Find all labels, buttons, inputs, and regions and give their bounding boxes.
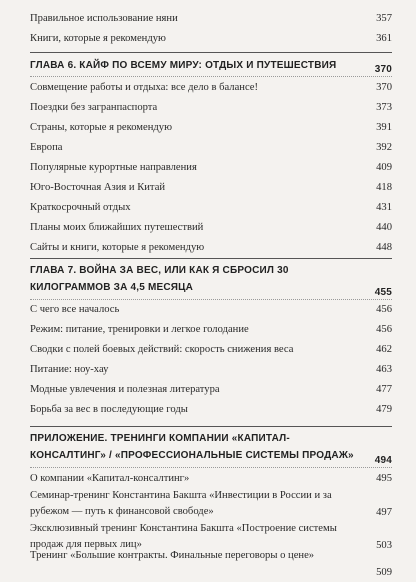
toc-entry-page: 431 xyxy=(376,202,392,213)
toc-entry-title: Борьба за вес в последующие годы xyxy=(30,404,188,415)
toc-entry[interactable] xyxy=(30,321,392,339)
toc-entry-title: Поездки без загранпаспорта xyxy=(30,102,158,113)
toc-entry-title: Сайты и книги, которые я рекомендую xyxy=(30,242,205,253)
toc-entry-page: 462 xyxy=(376,344,392,355)
toc-entry-title: Тренинг «Большие контракты. Финальные переговоры о цене» xyxy=(30,550,315,561)
toc-entry[interactable] xyxy=(30,381,392,399)
toc-entry-page: 373 xyxy=(376,102,392,113)
appendix-heading[interactable] xyxy=(30,430,392,468)
toc-entry[interactable] xyxy=(30,301,392,319)
chapter-title: ПРИЛОЖЕНИЕ. ТРЕНИНГИ КОМПАНИИ «КАПИТАЛ-КОНСАЛТИНГ» / «ПРОФЕССИОНАЛЬНЫЕ СИСТЕМЫ ПРОДАЖ» xyxy=(30,433,354,461)
toc-entry-title: Эксклюзивный тренинг Константина Бакшта «Построение системы продаж для первых лиц» xyxy=(30,523,337,550)
toc-entry-title: Сводки с полей боевых действий: скорость снижения веса xyxy=(30,344,294,355)
chapter-6-heading[interactable] xyxy=(30,57,392,77)
toc-entry[interactable] xyxy=(30,219,392,237)
chapter-title: ГЛАВА 7. ВОЙНА ЗА ВЕС, ИЛИ КАК Я СБРОСИЛ 30 КИЛОГРАММОВ ЗА 4,5 МЕСЯЦА xyxy=(30,265,289,293)
toc-entry[interactable] xyxy=(30,548,392,582)
chapter-page: 370 xyxy=(374,64,392,75)
toc-entry[interactable] xyxy=(30,488,392,522)
toc-entry[interactable] xyxy=(30,239,392,257)
toc-entry-page: 361 xyxy=(376,33,392,44)
toc-entry-page: 357 xyxy=(376,13,392,24)
toc-entry[interactable] xyxy=(30,79,392,97)
toc-entry-page: 418 xyxy=(376,182,392,193)
toc-entry[interactable] xyxy=(30,341,392,359)
toc-entry[interactable] xyxy=(30,470,392,488)
toc-entry-page: 503 xyxy=(376,540,392,551)
toc-entry[interactable] xyxy=(30,179,392,197)
toc-entry-title: Книги, которые я рекомендую xyxy=(30,33,166,44)
toc-entry[interactable] xyxy=(30,199,392,217)
toc-entry-title: Совмещение работы и отдыха: все дело в балансе! xyxy=(30,82,259,93)
toc-entry-page: 497 xyxy=(376,507,392,518)
toc-entry-title: Правильное использование няни xyxy=(30,13,178,24)
toc-entry[interactable] xyxy=(30,99,392,117)
toc-entry[interactable] xyxy=(30,139,392,157)
toc-entry-title: Страны, которые я рекомендую xyxy=(30,122,172,133)
toc-entry-page: 509 xyxy=(376,567,392,578)
toc-entry-page: 477 xyxy=(376,384,392,395)
toc-entry-page: 391 xyxy=(376,122,392,133)
toc-entry[interactable] xyxy=(30,119,392,137)
toc-entry-page: 448 xyxy=(376,242,392,253)
toc-entry-title: Семинар-тренинг Константина Бакшта «Инвестиции в России и за рубежом — путь к финансовой свободе» xyxy=(30,490,332,517)
toc-entry-title: Режим: питание, тренировки и легкое голодание xyxy=(30,324,249,335)
chapter-page: 494 xyxy=(374,455,392,466)
chapter-7-heading[interactable] xyxy=(30,262,392,300)
toc-entry-title: Юго-Восточная Азия и Китай xyxy=(30,182,166,193)
toc-entry-title: Европа xyxy=(30,142,63,153)
section-divider xyxy=(30,426,392,427)
section-divider xyxy=(30,52,392,53)
dotted-leader xyxy=(30,467,392,468)
toc-entry-page: 495 xyxy=(376,473,392,484)
toc-entry-page: 409 xyxy=(376,162,392,173)
toc-entry[interactable] xyxy=(30,30,392,48)
toc-entry[interactable] xyxy=(30,361,392,379)
toc-entry-title: Планы моих ближайших путешествий xyxy=(30,222,204,233)
toc-entry[interactable] xyxy=(30,159,392,177)
toc-entry-title: Питание: ноу-хау xyxy=(30,364,109,375)
toc-entry-page: 463 xyxy=(376,364,392,375)
section-divider xyxy=(30,258,392,259)
toc-entry-title: Краткосрочный отдых xyxy=(30,202,131,213)
toc-entry-title: Модные увлечения и полезная литература xyxy=(30,384,220,395)
toc-entry[interactable] xyxy=(30,401,392,419)
toc-entry-page: 370 xyxy=(376,82,392,93)
toc-entry-page: 392 xyxy=(376,142,392,153)
dotted-leader xyxy=(30,299,392,300)
toc-entry-title: С чего все началось xyxy=(30,304,120,315)
chapter-title: ГЛАВА 6. КАЙФ ПО ВСЕМУ МИРУ: ОТДЫХ И ПУТЕШЕСТВИЯ xyxy=(30,60,337,71)
dotted-leader xyxy=(30,76,392,77)
toc-entry-page: 479 xyxy=(376,404,392,415)
toc-entry[interactable] xyxy=(30,10,392,28)
toc-entry-page: 440 xyxy=(376,222,392,233)
toc-entry-title: Популярные курортные направления xyxy=(30,162,197,173)
toc-entry-page: 456 xyxy=(376,304,392,315)
toc-entry-page: 456 xyxy=(376,324,392,335)
chapter-page: 455 xyxy=(374,287,392,298)
toc-entry-title: О компании «Капитал-консалтинг» xyxy=(30,473,190,484)
